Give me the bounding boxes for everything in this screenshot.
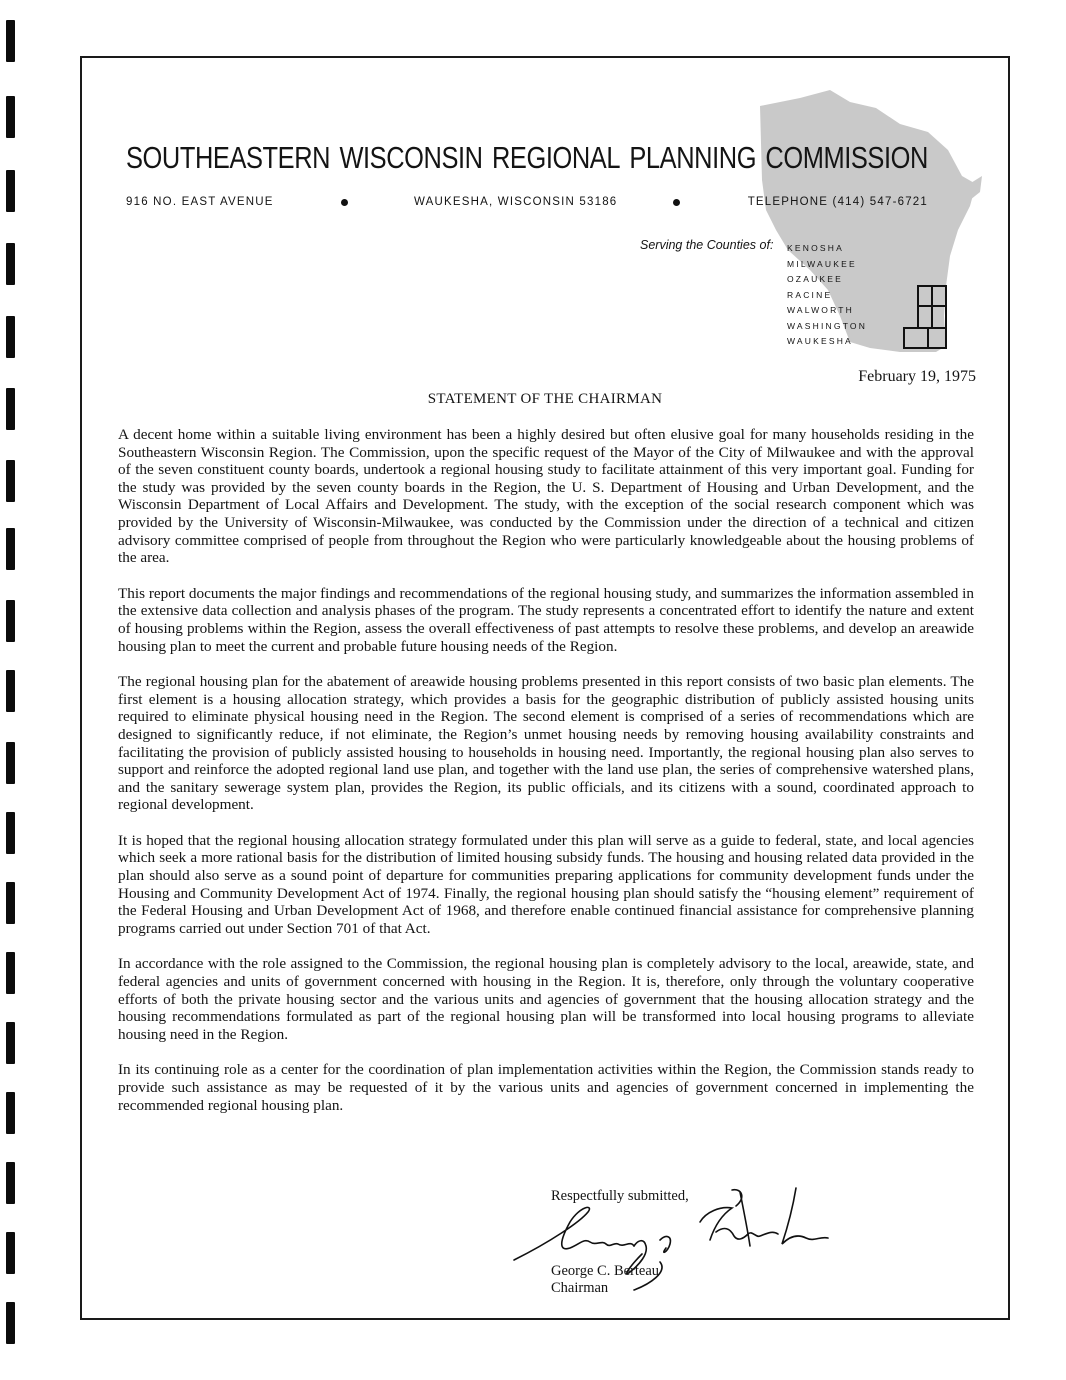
county-item: MILWAUKEE — [787, 258, 857, 269]
binding-hole — [6, 243, 15, 285]
org-word: PLANNING — [629, 140, 757, 175]
binding-hole — [6, 812, 15, 854]
signer-title: Chairman — [551, 1280, 609, 1296]
binding-hole — [6, 670, 15, 712]
county-item: WASHINGTON — [787, 320, 868, 331]
org-word: WISCONSIN — [339, 140, 483, 175]
binding-hole — [6, 600, 15, 642]
city-address: WAUKESHA, WISCONSIN 53186 — [414, 196, 618, 208]
closing-phrase: Respectfully submitted, — [551, 1188, 689, 1204]
county-list — [787, 241, 867, 350]
address-line — [126, 196, 928, 216]
organization-name — [126, 138, 928, 178]
county-item: WAUKESHA — [787, 336, 853, 346]
org-word: COMMISSION — [765, 140, 928, 175]
county-item: KENOSHA — [787, 243, 844, 253]
letter-date: February 19, 1975 — [858, 368, 976, 385]
binding-hole — [6, 528, 15, 570]
bullet-separator — [341, 199, 348, 206]
binding-hole — [6, 882, 15, 924]
signer-name: George C. Berteau — [551, 1263, 660, 1279]
binding-hole — [6, 1092, 15, 1134]
body-paragraph: The regional housing plan for the abatement of areawide housing problems presented in this report consists of two basic plan elements. The first element is a housing allocation strategy, which provides a basis for the geographic distribution of publicly assisted housing units required to eliminate physical housing need in the Region. The second element is comprised of a series of recommendations which are designed to significantly reduce, if not eliminate, the Region’s unmet housing needs by removing housing availability constraints and facilitating the provision of publicly assisted housing to households in housing need. Importantly, the regional housing plan also serves to support and reinforce the adopted regional land use plan, and together with the land use plan, the series of comprehensive watershed plans, and the sanitary sewerage system plan, provides the Region, its public officials, and its citizens with a sound, coordinated approach to regional development. — [118, 673, 974, 814]
binding-hole — [6, 1232, 15, 1274]
binding-hole — [6, 316, 15, 358]
org-word: REGIONAL — [491, 140, 621, 175]
binding-hole — [6, 952, 15, 994]
body-paragraph: This report documents the major findings and recommendations of the regional housing study, and summarizes the information assembled in the extensive data collection and analysis phases of the program. The study represents a concentrated effort to identify the nature and extent of housing problems within the Region, assess the overall effectiveness of past attempts to resolve these problems, and develop an areawide housing plan to meet the current and probable future housing needs of the Region. — [118, 584, 974, 655]
body-paragraph: In its continuing role as a center for the coordination of plan implementation activities within the Region, the Commission stands ready to provide such assistance as may be requested of it by the various units and agencies of government concerned in implementing the recommended regional housing plan. — [118, 1061, 974, 1114]
binding-hole — [6, 170, 15, 212]
telephone: TELEPHONE (414) 547-6721 — [747, 196, 928, 208]
binding-hole — [6, 742, 15, 784]
bullet-separator — [673, 199, 680, 206]
statement-heading: STATEMENT OF THE CHAIRMAN — [427, 391, 663, 407]
letter-body — [118, 426, 974, 1132]
county-item: RACINE — [787, 289, 833, 300]
county-item: WALWORTH — [787, 305, 855, 315]
street-address: 916 NO. EAST AVENUE — [126, 196, 274, 208]
binding-hole — [6, 1302, 15, 1344]
body-paragraph: A decent home within a suitable living environment has been a highly desired but often elusive goal for many households residing in the Southeastern Wisconsin Region. The Commission, upon the specific request of the Mayor of the City of Milwaukee and with the approval of the seven constituent county boards, undertook a regional housing study to facilitate attainment of this very important goal. Funding for the study was provided by the seven county boards in the Region, the U. S. Department of Housing and Urban Development, and the Wisconsin Department of Local Affairs and Development. The study, with the exception of the social research component which was provided by the University of Wisconsin-Milwaukee, was conducted by the Commission under the direction of a technical and citizen advisory committee comprised of people from throughout the Region who were particularly knowledgeable about the housing problems of the area. — [118, 426, 974, 567]
binding-hole — [6, 1162, 15, 1204]
serving-counties-label: Serving the Counties of: — [640, 238, 774, 252]
binding-hole — [6, 1022, 15, 1064]
binding-hole — [6, 20, 15, 62]
county-item: OZAUKEE — [787, 274, 844, 284]
binding-hole — [6, 460, 15, 502]
binding-hole — [6, 96, 15, 138]
body-paragraph: In accordance with the role assigned to the Commission, the regional housing plan is completely advisory to the local, areawide, state, and federal agencies and units of government concerned with housing in the Region. It is, therefore, only through the voluntary cooperative efforts of both the private housing sector and the various units and agencies of government that the housing allocation strategy and the housing recommendations formulated as part of the regional housing plan will be transformed into local housing programs to alleviate housing need in the Region. — [118, 955, 974, 1043]
org-word: SOUTHEASTERN — [126, 140, 331, 175]
body-paragraph: It is hoped that the regional housing allocation strategy formulated under this plan will serve as a guide to federal, state, and local agencies which seek a more rational basis for the distribution of limited housing subsidy funds. The housing and housing related data provided in the plan should also serve as a sound point of departure for communities preparing applications for community development funds under the Housing and Community Development Act of 1974. Finally, the regional housing plan should satisfy the “housing element” requirement of the Federal Housing and Urban Development Act of 1968, and therefore enable continued financial assistance for comprehensive planning programs carried out under Section 701 of that Act. — [118, 831, 974, 937]
binding-holes — [6, 0, 22, 1380]
